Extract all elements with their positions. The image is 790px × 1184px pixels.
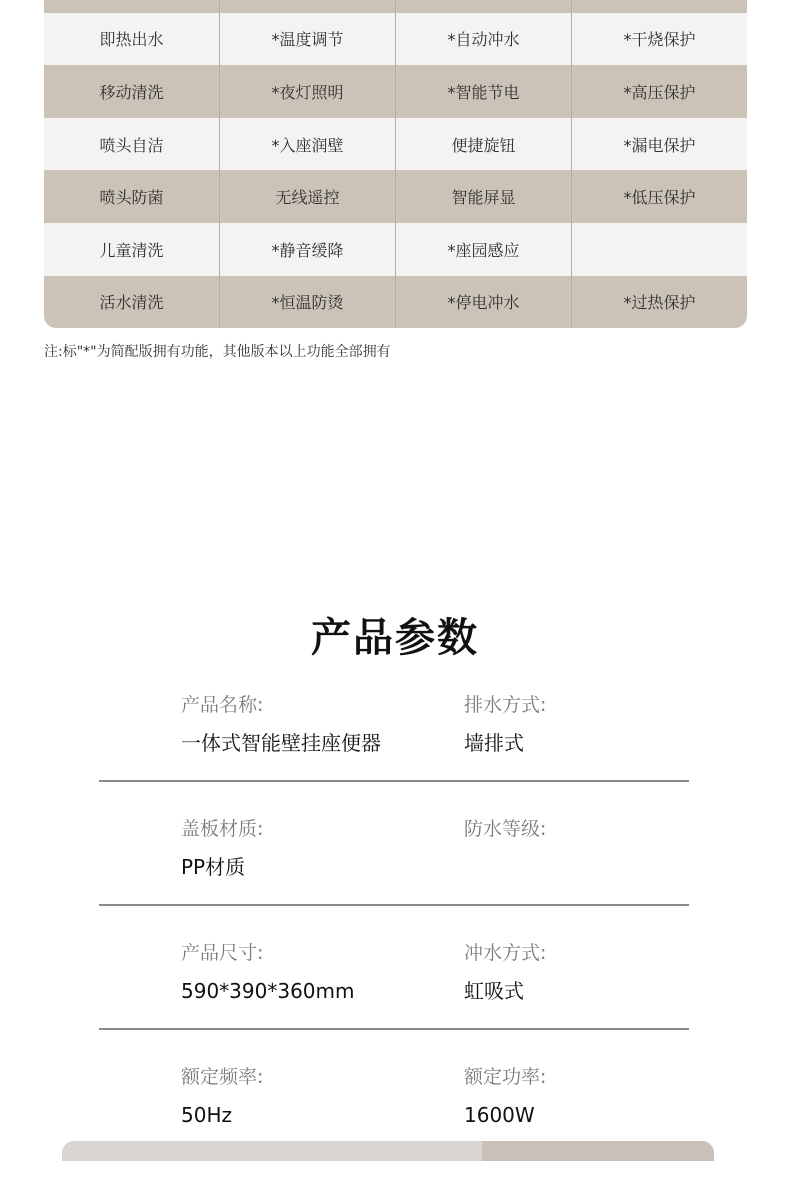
- param-value: 50Hz: [181, 1103, 232, 1127]
- param-label: 额定频率:: [181, 1066, 264, 1088]
- param-right: [464, 936, 546, 1008]
- table-cell: 移动清洗: [44, 65, 220, 118]
- param-label: 额定功率:: [464, 1066, 547, 1088]
- table-cell: 活水清洗: [44, 276, 220, 329]
- param-value: 1600W: [464, 1103, 535, 1127]
- table-cell: *高压保护: [623, 82, 696, 102]
- table-cell: *停电冲水: [396, 276, 572, 329]
- section-title: 产品参数: [311, 615, 479, 661]
- param-value: 一体式智能壁挂座便器: [181, 731, 381, 755]
- table-cell: *入座润壁: [220, 118, 396, 171]
- param-label: 盖板材质:: [181, 818, 264, 840]
- table-cell: *座园感应: [396, 223, 572, 276]
- footnote: 注:标"*"为简配版拥有功能，其他版本以上功能全部拥有: [44, 344, 391, 360]
- table-row: [44, 0, 747, 13]
- table-cell: [396, 0, 572, 13]
- table-row: [44, 170, 747, 223]
- table-cell: 便捷旋钮: [396, 118, 572, 171]
- param-label: 产品名称:: [181, 694, 264, 716]
- table-cell: 喷头防菌: [44, 170, 220, 223]
- table-cell: 无线遥控: [220, 170, 396, 223]
- param-value: 590*390*360mm: [181, 979, 355, 1003]
- bottom-image-accent: [482, 1141, 714, 1161]
- table-cell: *自动冲水: [396, 13, 572, 66]
- table-cell: 喷头自洁: [44, 118, 220, 171]
- table-row: [44, 223, 747, 276]
- table-cell: [220, 0, 396, 13]
- table-cell: *过热保护: [623, 293, 696, 313]
- param-value: 虹吸式: [464, 979, 524, 1003]
- param-label: 产品尺寸:: [181, 942, 264, 964]
- feature-table: [44, 0, 747, 328]
- param-row: [99, 1060, 689, 1184]
- param-right: [464, 688, 546, 760]
- table-cell: *干烧保护: [623, 30, 696, 50]
- bottom-image-edge: [62, 1141, 714, 1161]
- param-row: [99, 812, 689, 936]
- table-cell: 即热出水: [44, 13, 220, 66]
- table-row: [44, 65, 747, 118]
- param-value: 墙排式: [464, 731, 524, 755]
- table-cell: *恒温防烫: [220, 276, 396, 329]
- table-cell: [572, 0, 747, 13]
- table-cell: *漏电保护: [623, 135, 696, 155]
- param-right: [464, 812, 546, 884]
- param-value: [464, 850, 546, 884]
- param-value: PP材质: [181, 855, 246, 879]
- param-left: [181, 812, 263, 884]
- divider: [99, 1028, 689, 1030]
- param-label: 冲水方式:: [464, 942, 547, 964]
- table-cell: *智能节电: [396, 65, 572, 118]
- table-cell: 智能屏显: [396, 170, 572, 223]
- table-row: [44, 276, 747, 329]
- param-label: 防水等级:: [464, 818, 547, 840]
- param-left: [181, 1060, 263, 1132]
- params-list: [99, 688, 689, 1184]
- table-cell: [572, 223, 747, 276]
- param-left: [181, 936, 355, 1008]
- table-cell: *温度调节: [220, 13, 396, 66]
- param-row: [99, 688, 689, 812]
- table-row: [44, 118, 747, 171]
- param-label: 排水方式:: [464, 694, 547, 716]
- table-cell: *夜灯照明: [220, 65, 396, 118]
- divider: [99, 904, 689, 906]
- param-left: [181, 688, 381, 760]
- divider: [99, 780, 689, 782]
- table-cell: [44, 0, 220, 13]
- table-cell: *静音缓降: [220, 223, 396, 276]
- table-cell: 儿童清洗: [44, 223, 220, 276]
- param-row: [99, 936, 689, 1060]
- table-cell: *低压保护: [623, 188, 696, 208]
- param-right: [464, 1060, 546, 1132]
- table-row: [44, 13, 747, 66]
